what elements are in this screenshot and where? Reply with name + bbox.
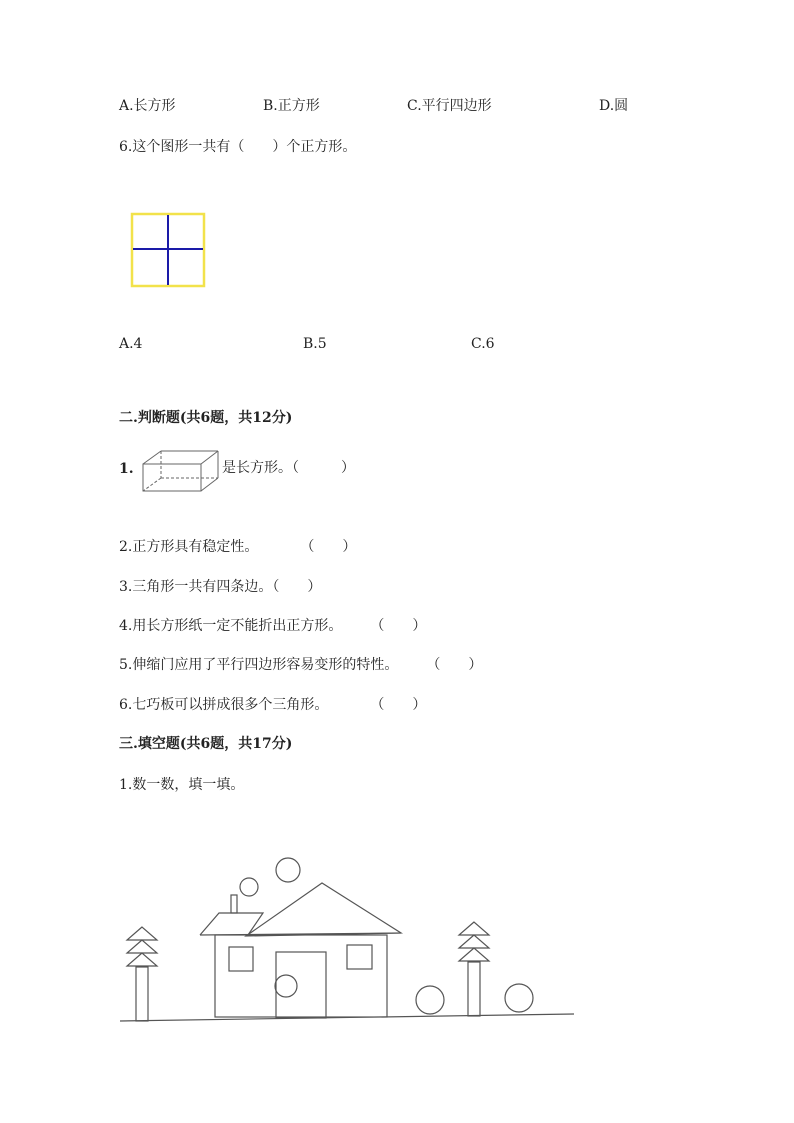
main-roof: [246, 883, 401, 936]
cuboid-figure: [141, 449, 221, 494]
q5-option-d: D.圆: [599, 98, 629, 114]
square-cross-figure: [131, 213, 206, 288]
section2-heading: 二.判断题(共6题，共12分): [119, 410, 293, 426]
q6-option-a: A.4: [119, 336, 143, 352]
left-roof: [200, 913, 263, 935]
q5-option-a: A.长方形: [119, 98, 176, 114]
s3-item1: 1.数一数，填一填。: [119, 777, 245, 793]
door-circle: [275, 975, 297, 997]
right-tree: [459, 922, 489, 1016]
q5-option-b: B.正方形: [263, 98, 320, 114]
left-window: [229, 947, 253, 971]
s2-item3: 3.三角形一共有四条边。（ ）: [119, 579, 322, 595]
q6-question: 6.这个图形一共有（ ）个正方形。: [119, 139, 357, 155]
chimney: [231, 895, 237, 913]
section3-heading: 三.填空题(共6题，共17分): [119, 736, 293, 752]
s2-item2: 2.正方形具有稳定性。 （ ）: [119, 539, 357, 555]
left-tree: [127, 927, 157, 1021]
q6-option-c: C.6: [471, 336, 495, 352]
s2-item6: 6.七巧板可以拼成很多个三角形。 （ ）: [119, 697, 427, 713]
s2-item4: 4.用长方形纸一定不能折出正方形。 （ ）: [119, 618, 427, 634]
ground-circle-left: [416, 986, 444, 1014]
sky-circle-small: [240, 878, 258, 896]
s2-item5: 5.伸缩门应用了平行四边形容易变形的特性。 （ ）: [119, 657, 483, 673]
sky-circle-large: [276, 858, 300, 882]
q6-option-b: B.5: [303, 336, 327, 352]
ground-circle-right: [505, 984, 533, 1012]
s2-item1-number: 1.: [119, 461, 134, 477]
house-scene-drawing: [118, 852, 578, 1024]
door: [276, 952, 326, 1018]
q5-option-c: C.平行四边形: [407, 98, 492, 114]
s2-item1-text: 是长方形。（ ）: [222, 460, 355, 476]
right-window: [347, 945, 372, 969]
